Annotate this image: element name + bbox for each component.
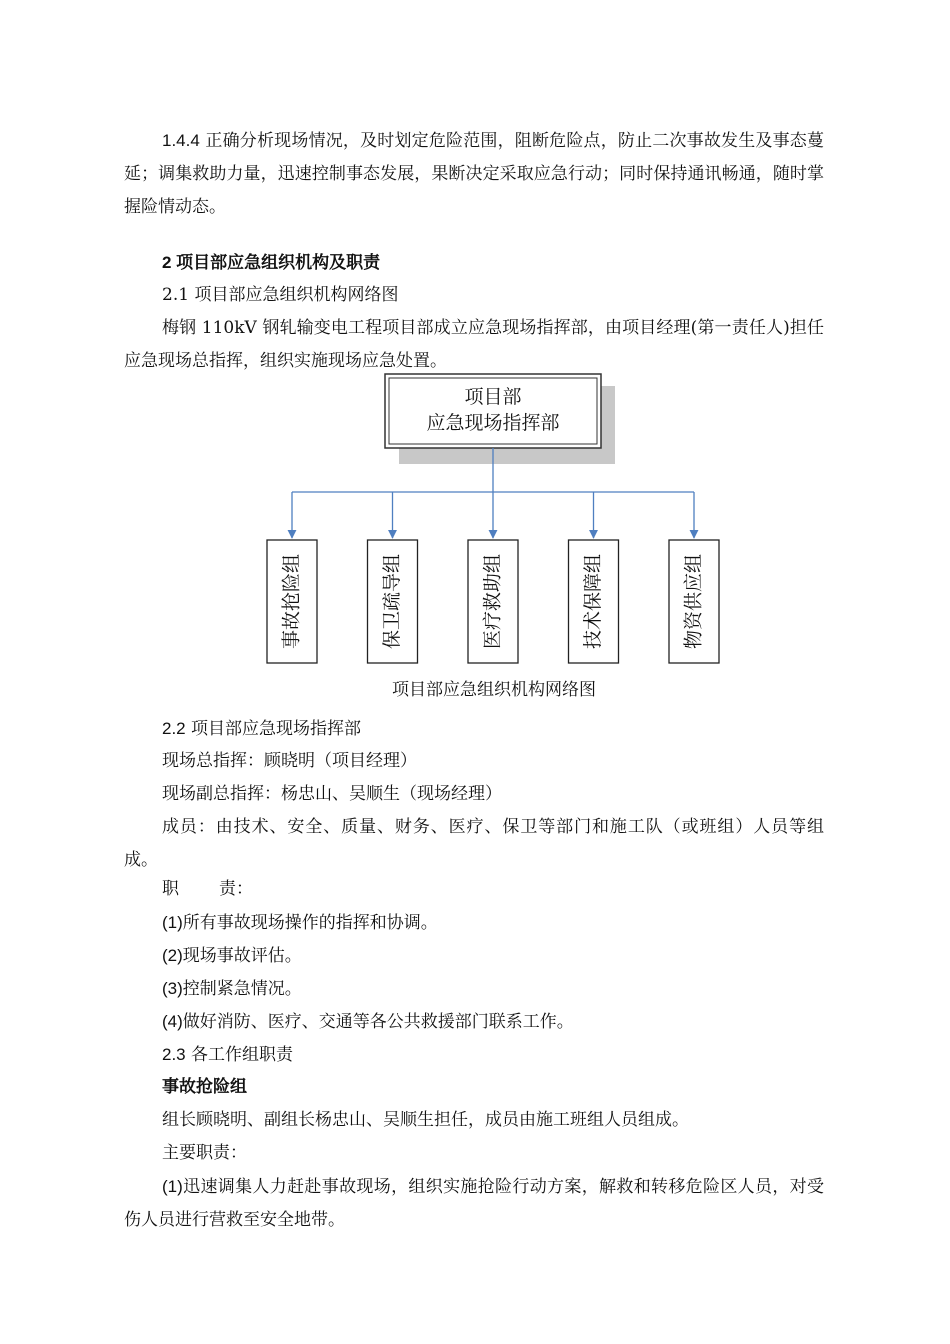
section-2-3-heading	[124, 1038, 824, 1072]
item-number: (1)	[162, 913, 183, 932]
top-box-line2: 应急现场指挥部	[426, 413, 560, 434]
group-duty-item-1	[124, 1170, 824, 1237]
section-number: 2.2	[162, 719, 186, 738]
section-2-heading: 2 项目部应急组织机构及职责	[162, 253, 381, 272]
duty-label-b: 责：	[219, 879, 253, 899]
group-box-label: 保卫疏导组	[382, 553, 403, 650]
duty-label	[124, 873, 824, 906]
section-number: 1.4.4	[162, 131, 200, 150]
item-text: 控制紧急情况。	[182, 979, 302, 999]
group-box	[468, 540, 518, 663]
section-number: 2.3	[162, 1045, 186, 1064]
group-title: 事故抢险组	[162, 1077, 247, 1097]
item-number: (1)	[162, 1177, 183, 1196]
group-box-label: 事故抢险组	[281, 553, 303, 650]
group-box-label: 技术保障组	[583, 553, 604, 650]
section-2-2-heading	[124, 712, 824, 746]
item-number: (3)	[162, 979, 183, 998]
org-chart-caption: 项目部应急组织机构网络图	[392, 680, 596, 700]
item-text: 做好消防、医疗、交通等各公共救援部门联系工作。	[182, 1012, 574, 1032]
duty-item-2	[124, 939, 824, 973]
duty-item-3	[124, 972, 824, 1006]
item-number: (4)	[162, 1012, 183, 1031]
deputy-line: 现场副总指挥：杨忠山、吴顺生（现场经理）	[162, 784, 502, 804]
duty-label-a: 职	[162, 879, 179, 899]
paragraph-text: 正确分析现场情况，及时划定危险范围，阻断危险点，防止二次事故发生及事态蔓延；调集救助力量，迅速控制事态发展，果断决定采取应急行动；同时保持通讯畅通，随时掌握险情动态。	[124, 131, 824, 217]
group-box	[267, 540, 317, 663]
group-leaders: 组长顾晓明、副组长杨忠山、吴顺生担任，成员由施工班组人员组成。	[162, 1110, 689, 1130]
item-text: 现场事故评估。	[182, 946, 302, 966]
group-box-label: 医疗救助组	[482, 553, 504, 650]
group-box	[368, 540, 418, 663]
section-2-1-heading: 2.1 项目部应急组织机构网络图	[162, 285, 399, 305]
section-title: 各工作组职责	[191, 1045, 294, 1065]
duty-item-1	[124, 906, 824, 940]
top-box-line1: 项目部	[464, 387, 522, 408]
connector-lines	[292, 448, 694, 538]
item-number: (2)	[162, 946, 183, 965]
group-box	[669, 540, 719, 663]
section-title: 项目部应急现场指挥部	[191, 719, 362, 739]
commander-line: 现场总指挥：顾晓明（项目经理）	[162, 751, 417, 771]
section-2-1-text: 梅钢 110kV 钢轧输变电工程项目部成立应急现场指挥部，由项目经理(第一责任人)担任应急现场总指挥，组织实施现场应急处置。	[124, 318, 824, 371]
main-duty-label: 主要职责：	[162, 1143, 247, 1163]
members-line: 成员：由技术、安全、质量、财务、医疗、保卫等部门和施工队（或班组）人员等组成。	[124, 817, 824, 870]
duty-item-4	[124, 1005, 824, 1039]
item-text: 所有事故现场操作的指挥和协调。	[182, 913, 438, 933]
group-boxes	[267, 540, 719, 663]
group-box	[569, 540, 619, 663]
item-text: 迅速调集人力赶赴事故现场，组织实施抢险行动方案，解救和转移危险区人员，对受伤人员进行营救至安全地带。	[124, 1177, 824, 1230]
group-box-label: 物资供应组	[683, 553, 705, 650]
